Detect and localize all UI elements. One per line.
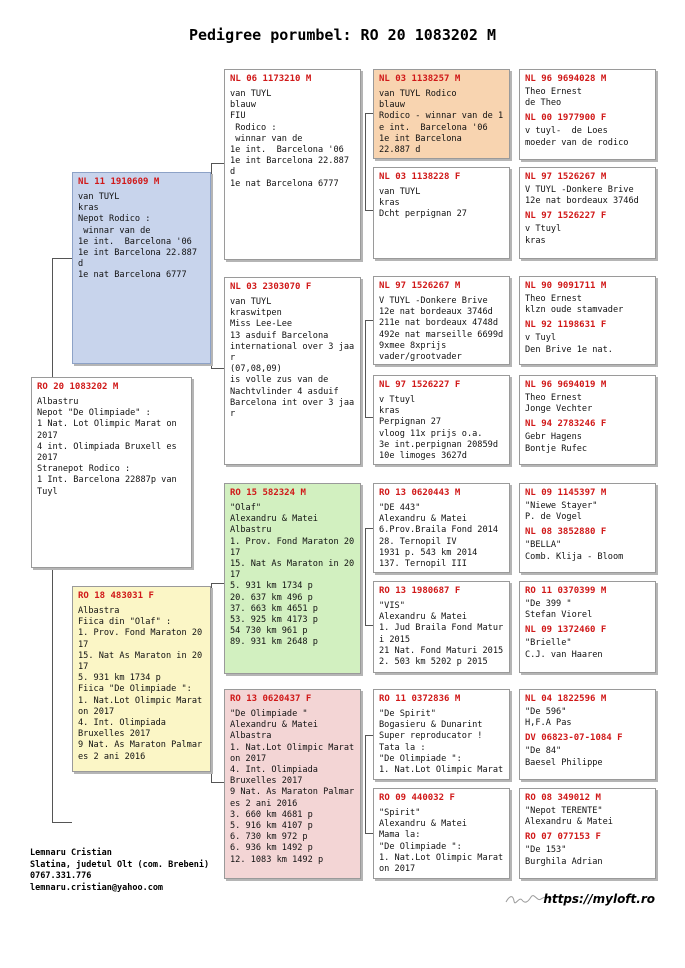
pigeon-details: van TUYL Rodico blauw Rodico - winnar van de 1 e int. Barcelona '06 1e int Barcelona 22.887 d (379, 89, 504, 156)
gg-grandparent-pair[interactable] (519, 375, 656, 465)
connector-line (211, 583, 212, 783)
pigeon-details: V TUYL -Donkere Brive 12e nat bordeaux 3746d (525, 185, 639, 207)
connector-line (52, 822, 72, 823)
pigeon-details: "Spirit" Alexandru & Matei Mama la: "De Olimpiade ": 1. Nat.Lot Olimpic Marat on 2017 (379, 808, 504, 875)
ring-number: RO 13 1980687 F (379, 586, 461, 596)
gg-grandparent-pair[interactable] (519, 276, 656, 365)
connector-line (365, 625, 373, 626)
pigeon-details: van TUYL kras Dcht perpignan 27 (379, 187, 467, 220)
great-grandparent-card[interactable] (373, 483, 510, 573)
ring-number: RO 09 440032 F (379, 793, 455, 803)
pigeon-details: van TUYL kraswitpen Miss Lee-Lee 13 asduif Barcelona international over 3 jaa r (07,08,09) is volle zus van de Nachtvlinder 4 asduif Barcelona int over 3 jaa r (230, 297, 355, 420)
connector-line (211, 782, 224, 783)
ring-number: NL 97 1526267 M (525, 172, 607, 182)
pigeon-details: "De 84" Baesel Philippe (525, 746, 603, 768)
connector-line (365, 528, 373, 529)
ring-number: NL 08 3852880 F (525, 527, 607, 538)
grandparent-card[interactable] (224, 69, 361, 260)
pigeon-details: v tuyl- de Loes moeder van de rodico (525, 126, 629, 148)
connector-line (365, 113, 373, 114)
connector-line (365, 320, 366, 417)
connector-line (52, 258, 72, 259)
pigeon-details: "VIS" Alexandru & Matei 1. Jud Braila Fond Matur i 2015 21 Nat. Fond Maturi 2015 2. 503 km 5202 p 2015 (379, 601, 504, 668)
connector-line (365, 735, 373, 736)
owner-contact: Lemnaru Cristian Slatina, judetul Olt (com. Brebeni) 0767.331.776 lemnaru.cristian@yahoo.com (30, 848, 210, 893)
pigeon-details: "Olaf" Alexandru & Matei Albastru 1. Prov. Fond Maraton 20 17 15. Nat As Maraton in 20 17 5. 931 km 1734 p 20. 637 km 496 p 37. 663 km 4651 p 53. 925 km 4173 p 54 730 km 961 p 89. 931 km 2648 p (230, 503, 355, 648)
ring-number: NL 97 1526227 F (379, 380, 461, 390)
ring-number: NL 06 1173210 M (230, 74, 312, 84)
connector-line (365, 113, 366, 210)
connector-line (211, 583, 224, 584)
sire-card[interactable] (72, 172, 211, 364)
website-link[interactable]: https://myloft.ro (543, 892, 655, 906)
gg-grandparent-pair[interactable] (519, 788, 656, 879)
pigeon-details: "Nepot TERENTE" Alexandru & Matei (525, 806, 613, 828)
gg-grandparent-pair[interactable] (519, 581, 656, 673)
ring-number: RO 11 0370399 M (525, 586, 607, 596)
pigeon-details: van TUYL kras Nepot Rodico : winnar van de 1e int. Barcelona '06 1e int Barcelona 22.887 d 1e nat Barcelona 6777 (78, 192, 197, 281)
ring-number: NL 09 1145397 M (525, 488, 607, 498)
pigeon-details: V TUYL -Donkere Brive 12e nat bordeaux 3746d 211e nat bordeaux 4748d 492e nat marseille 6699d 9xmee 8xprijs vader/grootvader (379, 296, 504, 363)
pigeon-details: v Ttuyl kras Perpignan 27 vloog 11x prijs o.a. 3e int.perpignan 20859d 10e limoges 3627d (379, 395, 498, 462)
connector-line (211, 368, 224, 369)
gg-grandparent-pair[interactable] (519, 69, 656, 160)
pigeon-details: van TUYL blauw FIU Rodico : winnar van de 1e int. Barcelona '06 1e int Barcelona 22.887 d 1e nat Barcelona 6777 (230, 89, 349, 189)
great-grandparent-card[interactable] (373, 375, 510, 465)
ring-number: DV 06823-07-1084 F (525, 733, 623, 744)
pigeon-details: "De Olimpiade " Alexandru & Matei Albastra 1. Nat.Lot Olimpic Marat on 2017 4. Int. Olimpiada Bruxelles 2017 9 Nat. As Maraton Palmar es 2 ani 2016 3. 660 km 4681 p 5. 916 km 4107 p 6. 730 km 972 p 6. 936 km 1492 p 12. 1083 km 1492 p (230, 709, 355, 865)
ring-number: NL 96 9694028 M (525, 74, 607, 84)
great-grandparent-card[interactable] (373, 276, 510, 365)
connector-line (365, 735, 366, 833)
great-grandparent-card[interactable] (373, 167, 510, 259)
connector-line (365, 320, 373, 321)
ring-number: RO 08 349012 M (525, 793, 601, 803)
ring-number: NL 00 1977900 F (525, 113, 607, 124)
pigeon-details: Albastru Nepot "De Olimpiade" : 1 Nat. Lot Olimpic Marat on 2017 4 int. Olimpiada Bruxell es 2017 Stranepot Rodico : 1 Int. Barcelona 22887p van Tuyl (37, 397, 177, 497)
pigeon-details: v Ttuyl kras (525, 224, 562, 246)
great-grandparent-card[interactable] (373, 788, 510, 879)
ring-number: RO 11 0372836 M (379, 694, 461, 704)
grandparent-card[interactable] (224, 277, 361, 465)
pigeon-details: v Tuyl Den Brive 1e nat. (525, 333, 613, 355)
ring-number: NL 03 1138257 M (379, 74, 461, 84)
great-grandparent-card[interactable] (373, 689, 510, 780)
ring-number: NL 92 1198631 F (525, 320, 607, 331)
ring-number: NL 97 1526267 M (379, 281, 461, 291)
ring-number: NL 97 1526227 F (525, 211, 607, 222)
connector-line (365, 528, 366, 625)
ring-number: RO 15 582324 M (230, 488, 306, 498)
pigeon-details: "De 399 " Stefan Viorel (525, 599, 593, 621)
ring-number: RO 20 1083202 M (37, 382, 119, 392)
pigeon-details: "De 596" H,F.A Pas (525, 707, 572, 729)
connector-line (365, 417, 373, 418)
subject-card[interactable] (31, 377, 192, 568)
pigeon-details: "De 153" Burghila Adrian (525, 845, 603, 867)
page-title: Pedigree porumbel: RO 20 1083202 M (188, 26, 497, 44)
pigeon-details: Gebr Hagens Bontje Rufec (525, 432, 588, 454)
great-grandparent-card[interactable] (373, 69, 510, 159)
ring-number: RO 18 483031 F (78, 591, 154, 601)
connector-line (211, 163, 212, 369)
ring-number: RO 13 0620437 F (230, 694, 312, 704)
pigeon-details: Albastra Fiica din "Olaf" : 1. Prov. Fond Maraton 20 17 15. Nat As Maraton in 20 17 5. 931 km 1734 p Fiica "De Olimpiade ": 1. Nat.Lot Olimpic Marat on 2017 4. Int. Olimpiada Bruxelles 2017 9 Nat. As Maraton Palmar es 2 ani 2016 (78, 606, 203, 762)
connector-line (365, 833, 373, 834)
gg-grandparent-pair[interactable] (519, 167, 656, 259)
pigeon-details: "DE 443" Alexandru & Matei 6.Prov.Braila Fond 2014 28. Ternopil IV 1931 p. 543 km 2014 137. Ternopil III (379, 503, 498, 570)
great-grandparent-card[interactable] (373, 581, 510, 673)
ring-number: NL 09 1372460 F (525, 625, 607, 636)
pigeon-details: Theo Ernest de Theo (525, 87, 582, 109)
connector-line (365, 210, 373, 211)
gg-grandparent-pair[interactable] (519, 689, 656, 780)
pigeon-details: Theo Ernest Jonge Vechter (525, 393, 593, 415)
ring-number: NL 11 1910609 M (78, 177, 160, 187)
dam-card[interactable] (72, 586, 211, 772)
pigeon-details: "Brielle" C.J. van Haaren (525, 638, 603, 660)
grandparent-card[interactable] (224, 689, 361, 879)
gg-grandparent-pair[interactable] (519, 483, 656, 573)
pigeon-details: "De Spirit" Bogasieru & Dunarint Super reproducator ! Tata la : "De Olimpiade ": 1. Nat.Lot Olimpic Marat (379, 709, 504, 776)
ring-number: RO 07 077153 F (525, 832, 601, 843)
pigeon-details: "BELLA" Comb. Klija - Bloom (525, 540, 624, 562)
grandparent-card[interactable] (224, 483, 361, 674)
ring-number: NL 96 9694019 M (525, 380, 607, 390)
pigeon-details: Theo Ernest klzn oude stamvader (525, 294, 624, 316)
ring-number: RO 13 0620443 M (379, 488, 461, 498)
ring-number: NL 90 9091711 M (525, 281, 607, 291)
ring-number: NL 94 2783246 F (525, 419, 607, 430)
pigeon-details: "Niewe Stayer" P. de Vogel (525, 501, 598, 523)
ring-number: NL 03 2303070 F (230, 282, 312, 292)
connector-line (211, 163, 224, 164)
ring-number: NL 04 1822596 M (525, 694, 607, 704)
ring-number: NL 03 1138228 F (379, 172, 461, 182)
